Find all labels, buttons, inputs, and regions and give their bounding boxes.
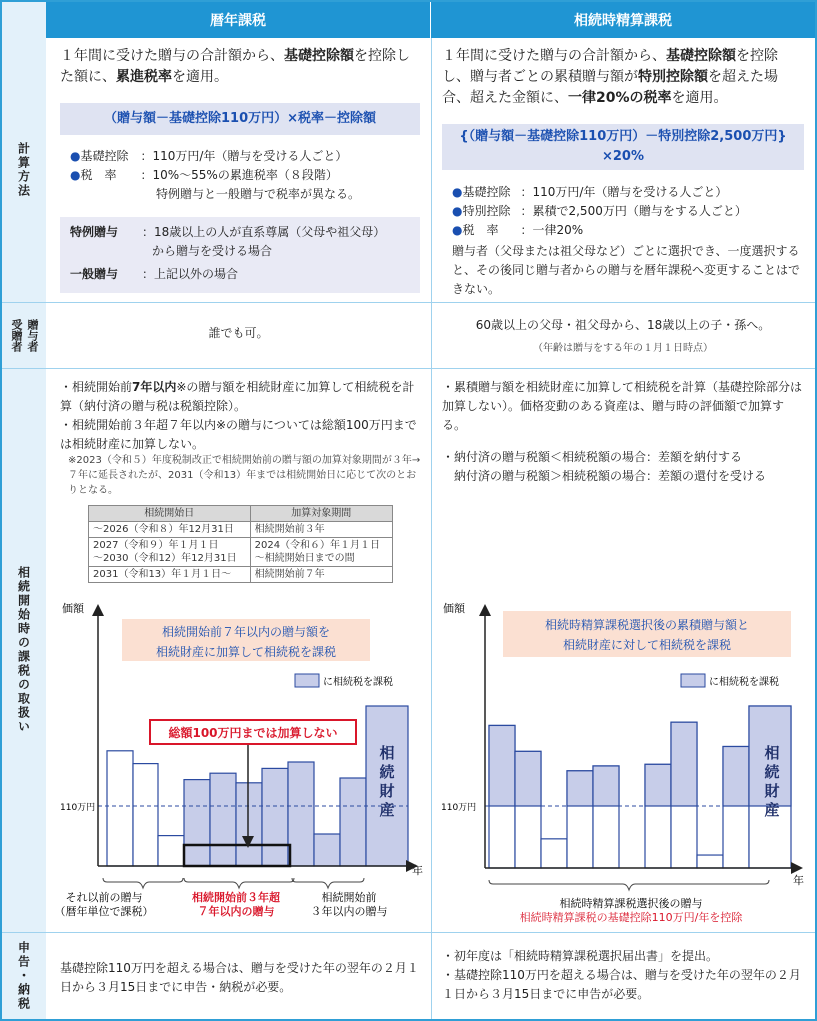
caption-basic-deduction: 相続時精算課税の基礎控除110万円/年を控除	[519, 911, 743, 924]
threshold-label: 110万円	[441, 803, 477, 813]
row-label-calc: 計算方法	[2, 38, 46, 302]
bar	[340, 778, 366, 866]
brace	[292, 878, 364, 888]
caption-before: それ以前の贈与（暦年単位で課税）	[54, 891, 154, 918]
bar-taxed-portion	[489, 725, 515, 806]
bar-taxed-portion	[671, 722, 697, 806]
bar	[107, 751, 133, 866]
bar	[184, 780, 210, 866]
table-row: 2027（令和９）年１月１日 ～2030（令和12）年12月31日 2024（令和６）年１月１日 ～相続開始日までの間	[89, 538, 393, 567]
legend-swatch	[295, 674, 319, 687]
red-callout-text: 総額100万円までは加算しない	[168, 726, 338, 740]
row-label-filing: 申告・納税	[2, 932, 46, 1019]
row-divider	[2, 368, 815, 369]
recipient-left: 誰でも可。	[208, 326, 269, 340]
recipient-right: 60歳以上の父母・祖父母から、18歳以上の子・孫へ。	[475, 318, 771, 332]
x-axis-label: 年	[793, 874, 804, 887]
y-axis-label: 価額	[443, 602, 465, 615]
bar-taxed-portion	[723, 747, 749, 807]
legend-swatch	[681, 674, 705, 687]
label-giver: 贈与者	[26, 318, 39, 352]
header-reki: 暦年課税	[46, 2, 431, 38]
calc-left-desc: １年間に受けた贈与の合計額から、基礎控除額を控除した額に、累進税率を適用。	[60, 48, 410, 85]
inherit-right-text: ・累積贈与額を相続財産に加算して相続税を計算（基礎控除部分は加算しない）。価格変動のある資産は、贈与時の評価額で加算する。 ・納付済の贈与税額＜相続税額の場合：差額を納付する 納付済の贈与税額＞相続税額の場合：差額の還付を受ける	[442, 380, 803, 483]
caption-3to7: 相続開始前３年超７年以内の贈与	[192, 891, 280, 918]
inherit-left-text: ・相続開始前7年以内※の贈与額を相続財産に加算して相続税を計算（納付済の贈与税は税額控除）。 ・相続開始前３年超７年以内※の贈与については総額100万円までは相続財産に加算しない。	[60, 380, 417, 451]
calc-left-formula: （贈与額－基礎控除110万円）×税率－控除額	[60, 103, 420, 135]
bar-taxed-portion	[567, 771, 593, 806]
label-recipient: 受贈者	[10, 318, 23, 352]
x-axis-label: 年	[412, 864, 423, 877]
callout-text: 相続開始前７年以内の贈与額を相続財産に加算して相続税を課税	[155, 625, 337, 659]
calc-left-gift-types: 特例贈与 ：18歳以上の人が直系尊属（父母や祖父母） から贈与を受ける場合 一般贈与 ：上記以外の場合	[60, 217, 420, 293]
row-divider	[2, 932, 815, 933]
bar	[541, 839, 567, 868]
table-row: 2031（令和13）年１月１日～ 相続開始前７年	[89, 567, 393, 583]
header-seisan: 相続時精算課税	[431, 2, 815, 38]
caption-after-selection: 相続時精算課税選択後の贈与	[559, 897, 703, 910]
corner-cell	[2, 2, 46, 38]
estate-label: 相続財産	[379, 744, 395, 819]
filing-right-2: ・基礎控除110万円を超える場合は、贈与を受けた年の翌年の２月１日から３月15日までに申告が必要。	[442, 968, 801, 1001]
legend-text: に相続税を課税	[323, 677, 393, 688]
bar	[133, 764, 158, 866]
bar	[288, 762, 314, 866]
bar-taxed-portion	[593, 766, 619, 806]
brace	[184, 878, 294, 888]
brace	[489, 880, 769, 890]
filing-right-1: ・初年度は「相続時精算課税選択届出書」を提出。	[442, 949, 719, 963]
bar-taxed-portion	[645, 764, 671, 806]
bar	[210, 773, 236, 866]
callout-text: 相続時精算課税選択後の累積贈与額と相続財産に対して相続税を課税	[544, 618, 750, 652]
row-label-recipient-giver	[2, 302, 46, 368]
calc-left-bullets: ● 基礎控除 ：110万円/年（贈与を受ける人ごと） ● 税 率 ：10%～55%の累進税率（８段階） 特例贈与と一般贈与で税率が異なる。	[70, 149, 361, 201]
filing-right	[442, 947, 807, 1004]
calc-right-note: 贈与者（父母または祖父母など）ごとに選択でき、一度選択すると、その後同じ贈与者からの贈与を暦年課税へ変更することはできない。	[452, 244, 801, 296]
bar	[262, 768, 288, 866]
y-axis-label: 価額	[62, 602, 84, 615]
estate-label: 相続財産	[764, 744, 780, 819]
table-header: 加算対象期間	[250, 506, 392, 522]
bar	[314, 834, 340, 866]
row-divider	[2, 302, 815, 303]
bar	[236, 783, 262, 866]
legend-text: に相続税を課税	[709, 677, 779, 688]
brace	[103, 878, 183, 888]
row-label-inherit: 相続開始時の課税の取扱い	[2, 368, 46, 932]
left-chart	[46, 598, 431, 932]
calc-right-bullets: ● 基礎控除 ：110万円/年（贈与を受ける人ごと） ● 特別控除 ：累積で2,500万円（贈与をする人ごと） ● 税 率 ：一律20%	[452, 185, 747, 237]
caption-within3: 相続開始前３年以内の贈与	[310, 891, 388, 918]
period-table	[88, 505, 393, 583]
bar-taxed-portion	[515, 751, 541, 806]
right-chart	[431, 598, 815, 932]
bar	[697, 855, 723, 868]
inherit-left-note: ※2023（令和５）年度税制改正で相続開始前の贈与額の加算対象期間が３年→７年に延長されたが、2031（令和13）年までは相続開始日に応じて次のとおりとなる。	[68, 455, 421, 496]
calc-right-formula: {（贈与額－基礎控除110万円）－特別控除2,500万円} ×20%	[442, 124, 804, 170]
table-row: ～2026（令和８）年12月31日 相続開始前３年	[89, 522, 393, 538]
recipient-right-note: （年齢は贈与をする年の１月１日時点）	[533, 343, 713, 354]
bar	[158, 836, 184, 866]
threshold-label: 110万円	[60, 803, 96, 813]
filing-left: 基礎控除110万円を超える場合は、贈与を受けた年の翌年の２月１日から３月15日までに申告・納税が必要。	[60, 961, 419, 994]
table-header: 相続開始日	[89, 506, 251, 522]
calc-right-desc: １年間に受けた贈与の合計額から、基礎控除額を控除し、贈与者ごとの累積贈与額が特別控除額を超えた場合、超えた金額に、一律20%の税率を適用。	[442, 48, 778, 106]
